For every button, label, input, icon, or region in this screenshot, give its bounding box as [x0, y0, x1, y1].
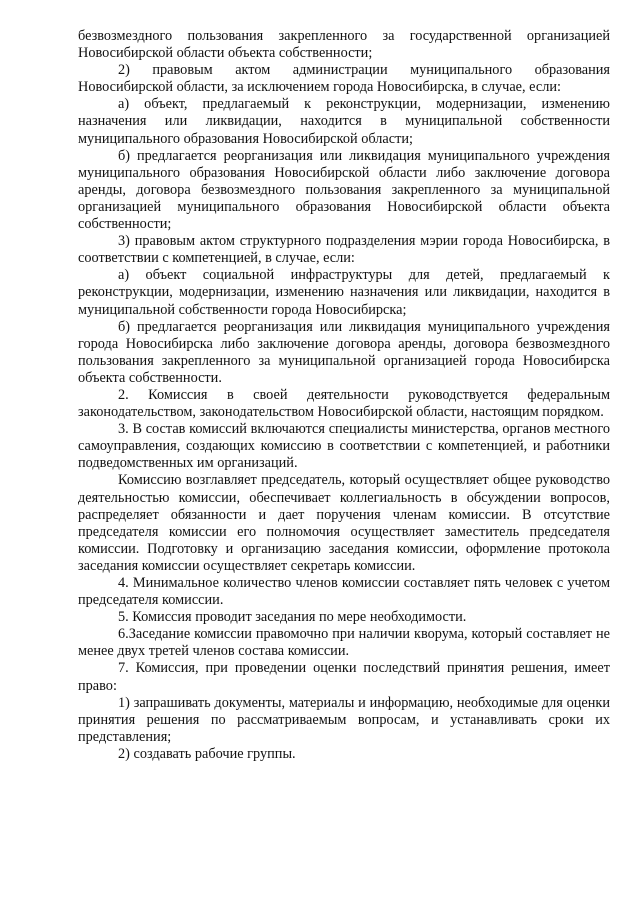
paragraph-right-1: 1) запрашивать документы, материалы и информацию, необходимые для оценки принятия решения по рассматриваемым вопросам, и устанавливать сроки их представления;: [78, 694, 610, 745]
paragraph-item-3b: б) предлагается реорганизация или ликвидация муниципального учреждения города Новосибирска либо заключение договора аренды, договора безвозмездного пользования закрепленного за муниципальной организацией города Новосибирска объекта собственности.: [78, 318, 610, 386]
paragraph-section-3: 3. В состав комиссий включаются специалисты министерства, органов местного самоуправления, создающих комиссию в соответствии с компетенцией, и работники подведомственных им организаций.: [78, 421, 610, 472]
paragraph-section-2: 2. Комиссия в своей деятельности руководствуется федеральным законодательством, законодательством Новосибирской области, настоящим порядком.: [78, 386, 610, 421]
paragraph-section-6: 6.Заседание комиссии правомочно при наличии кворума, который составляет не менее двух третей членов состава комиссии.: [78, 626, 610, 660]
paragraph-item-3a: а) объект социальной инфраструктуры для детей, предлагаемый к реконструкции, модернизации, изменению назначения или ликвидации, находится в муниципальной собственности города Новосибирска;: [78, 267, 610, 318]
paragraph-section-4: 4. Минимальное количество членов комиссии составляет пять человек с учетом председателя комиссии.: [78, 575, 610, 609]
paragraph-right-2: 2) создавать рабочие группы.: [118, 745, 296, 762]
paragraph-item-2b: б) предлагается реорганизация или ликвидация муниципального учреждения муниципального образования Новосибирской области либо заключение договора аренды, договора безвозмездного пользования закрепленного за муниципальной организацией муниципального образования Новосибирской области объекта собственности;: [78, 147, 610, 233]
paragraph-section-5: 5. Комиссия проводит заседания по мере необходимости.: [118, 609, 467, 626]
paragraph-item-2a: а) объект, предлагаемый к реконструкции, модернизации, изменению назначения или ликвидации, находится в муниципальной собственности муниципального образования Новосибирской области;: [78, 96, 610, 147]
paragraph-item-2: 2) правовым актом администрации муниципального образования Новосибирской области, за исключением города Новосибирска, в случае, если:: [78, 62, 610, 96]
paragraph-section-7: 7. Комиссия, при проведении оценки последствий принятия решения, имеет право:: [78, 660, 610, 694]
paragraph-item-3: 3) правовым актом структурного подразделения мэрии города Новосибирска, в соответствии с компетенцией, в случае, если:: [78, 233, 610, 267]
paragraph-chair: Комиссию возглавляет председатель, который осуществляет общее руководство деятельностью комиссии, обеспечивает коллегиальность в обсуждении вопросов, распределяет обязанности и дает поручения членам комиссии. В отсутствие председателя комиссии его полномочия осуществляет заместитель председателя комиссии. Подготовку и организацию заседания комиссии, оформление протокола заседания комиссии осуществляет секретарь комиссии.: [78, 472, 610, 574]
paragraph-continuation: безвозмездного пользования закрепленного за государственной организацией Новосибирской области объекта собственности;: [78, 28, 610, 62]
